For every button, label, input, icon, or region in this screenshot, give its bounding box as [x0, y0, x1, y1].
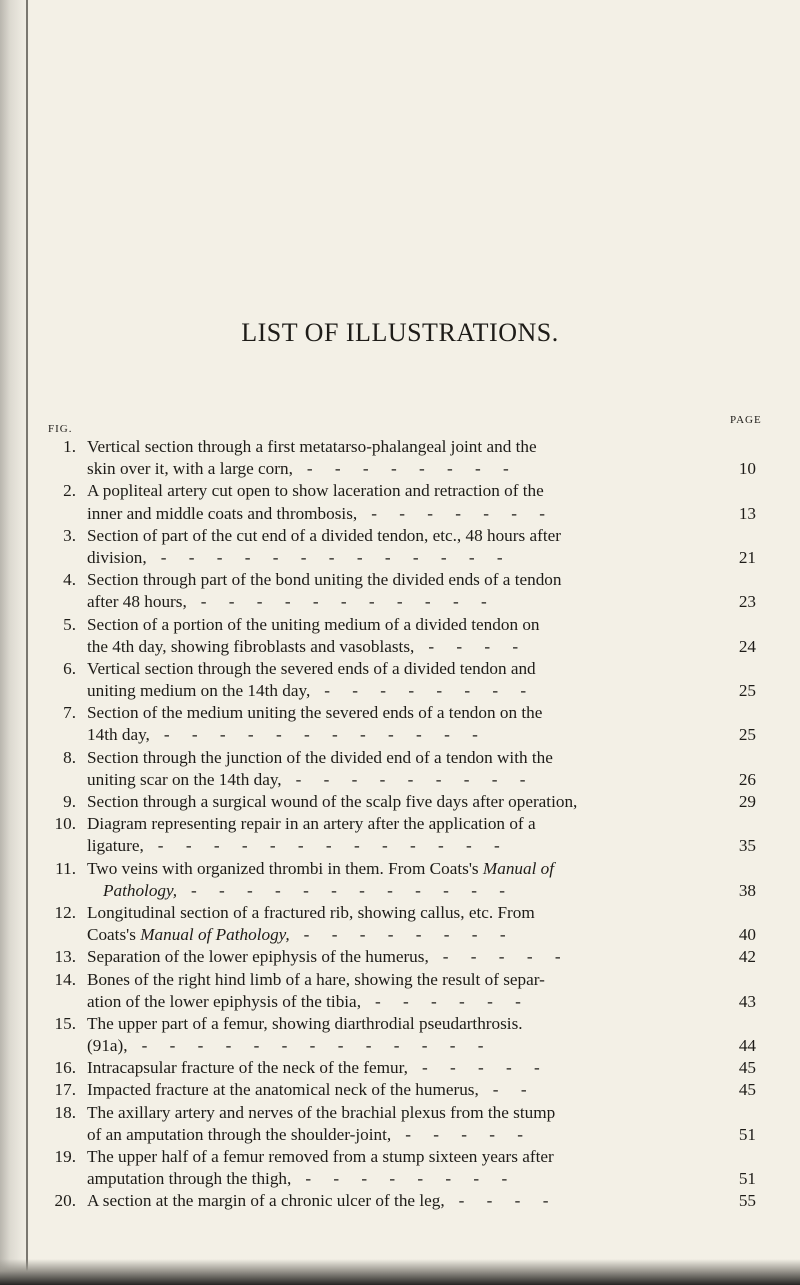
- figure-number: 5.: [63, 614, 76, 634]
- figure-caption-continued: [87, 835, 509, 857]
- list-item-line: [0, 791, 800, 813]
- list-item-line: [0, 946, 800, 968]
- figure-caption-continued: [87, 1124, 532, 1146]
- list-item-line: [0, 991, 800, 1013]
- illustrations-list: [0, 436, 800, 1213]
- caption-text: ation of the lower epiphysis of the tibia,: [87, 991, 361, 1011]
- figure-caption: [87, 525, 561, 547]
- page-number: 51: [738, 1169, 756, 1189]
- page-column-header: PAGE: [730, 414, 762, 426]
- caption-text: Section of the medium uniting the severed ends of a tendon on the: [87, 703, 543, 723]
- caption-text: skin over it, with a large corn,: [87, 459, 293, 479]
- list-item-line: [0, 969, 800, 991]
- list-item: [0, 1079, 800, 1101]
- caption-text: division,: [87, 547, 147, 567]
- page-number: 44: [738, 1036, 756, 1056]
- list-item-line: [0, 1168, 800, 1190]
- leader-dots: - - - - - - - - -: [295, 769, 535, 789]
- figure-number: 15.: [54, 1013, 76, 1033]
- leader-dots: - - - -: [428, 636, 528, 656]
- figure-caption: [87, 436, 537, 458]
- caption-text: Longitudinal section of a fractured rib, showing callus, etc. From: [87, 902, 535, 922]
- figure-caption-continued: [87, 636, 527, 658]
- figure-caption: [87, 1146, 554, 1168]
- list-item-line: [0, 769, 800, 791]
- list-item-line: [0, 480, 800, 502]
- list-item-line: [0, 1146, 800, 1168]
- figure-caption-continued: [87, 547, 512, 569]
- caption-text: Section through part of the bond uniting the divided ends of a tendon: [87, 570, 562, 590]
- list-item: [0, 858, 800, 902]
- list-item-line: [0, 1057, 800, 1079]
- caption-text: after 48 hours,: [87, 592, 187, 612]
- page-number: 55: [738, 1191, 756, 1211]
- caption-text: Section through the junction of the divided end of a tendon with the: [87, 747, 553, 767]
- leader-dots: - - - - - - - - - - - - -: [157, 836, 509, 856]
- caption-text: Section of a portion of the uniting medium of a divided tendon on: [87, 614, 540, 634]
- caption-text: The upper part of a femur, showing diarthrodial pseudarthrosis.: [87, 1013, 523, 1033]
- caption-italic: Pathology,: [103, 880, 177, 900]
- figure-number: 12.: [54, 902, 76, 922]
- caption-text: Vertical section through a first metatarso-phalangeal joint and the: [87, 437, 537, 456]
- caption-text: Bones of the right hind limb of a hare, showing the result of separ-: [87, 969, 545, 989]
- leader-dots: - - - - - - - - - - - - -: [141, 1036, 493, 1056]
- caption-text: ligature,: [87, 836, 144, 856]
- figure-number: 4.: [63, 570, 76, 590]
- figure-caption: [87, 747, 553, 769]
- caption-text: amputation through the thigh,: [87, 1169, 292, 1189]
- list-item-line: [0, 1035, 800, 1057]
- leader-dots: - - - -: [458, 1191, 558, 1211]
- figure-number: 1.: [63, 437, 76, 456]
- list-item-line: [0, 747, 800, 769]
- caption-text: The axillary artery and nerves of the brachial plexus from the stump: [87, 1102, 556, 1122]
- list-item-line: [0, 880, 800, 902]
- list-item-line: [0, 658, 800, 680]
- leader-dots: - - - - - - - -: [324, 681, 536, 701]
- list-item-line: [0, 458, 800, 480]
- list-item: [0, 436, 800, 480]
- leader-dots: - - - - - - - - - - - - -: [160, 547, 512, 567]
- caption-text: of an amputation through the shoulder-joint,: [87, 1124, 392, 1144]
- figure-caption-continued: [87, 503, 554, 525]
- list-item-line: [0, 924, 800, 946]
- list-item-line: [0, 702, 800, 724]
- caption-text: Coats's: [87, 925, 136, 945]
- list-item-line: [0, 436, 800, 458]
- page-bottom-edge: [0, 1259, 800, 1285]
- list-item-line: [0, 614, 800, 636]
- figure-caption: [87, 1102, 555, 1124]
- caption-text: Section through a surgical wound of the scalp five days after operation,: [87, 792, 578, 811]
- caption-text: Vertical section through the severed ends of a divided tendon and: [87, 658, 536, 678]
- figure-caption-continued: [87, 991, 530, 1013]
- page-number: 45: [738, 1058, 756, 1078]
- list-item-line: [0, 525, 800, 547]
- list-item: [0, 569, 800, 613]
- figure-number: 10.: [54, 814, 76, 834]
- page-number: 38: [738, 880, 756, 900]
- figure-number: 20.: [54, 1191, 76, 1211]
- figure-number: 7.: [63, 703, 76, 723]
- figure-caption: [87, 791, 577, 813]
- caption-text: uniting medium on the 14th day,: [87, 681, 311, 701]
- list-item: [0, 1190, 800, 1212]
- figure-caption: [87, 946, 570, 968]
- figure-number: 16.: [54, 1058, 76, 1078]
- figure-caption-continued: [87, 458, 518, 480]
- figure-caption-continued: [87, 1168, 516, 1190]
- list-item-line: [0, 813, 800, 835]
- leader-dots: - - - - - - - -: [306, 459, 518, 479]
- figure-caption: [87, 969, 545, 991]
- list-item-line: [0, 1079, 800, 1101]
- caption-italic: Manual of: [478, 858, 555, 878]
- list-item-line: [0, 680, 800, 702]
- caption-text: Diagram representing repair in an artery after the application of a: [87, 814, 536, 834]
- figure-caption-continued: [87, 591, 496, 613]
- leader-dots: - - - - - - - -: [305, 1169, 517, 1189]
- page-title: LIST OF ILLUSTRATIONS.: [241, 318, 559, 347]
- leader-dots: - - - - - - - - - - - -: [163, 725, 487, 745]
- list-item: [0, 1057, 800, 1079]
- figure-number: 2.: [63, 481, 76, 501]
- figure-caption: [87, 858, 554, 880]
- figure-caption: [87, 1190, 557, 1212]
- list-item-line: [0, 569, 800, 591]
- list-item: [0, 702, 800, 746]
- figure-number: 14.: [54, 969, 76, 989]
- list-item-line: [0, 724, 800, 746]
- leader-dots: - - - - - - - - - - -: [200, 592, 496, 612]
- leader-dots: - -: [492, 1080, 536, 1100]
- leader-dots: - - - - -: [442, 947, 570, 967]
- list-item-line: [0, 591, 800, 613]
- list-item-line: [0, 858, 800, 880]
- list-item-line: [0, 1102, 800, 1124]
- list-item-line: [0, 547, 800, 569]
- caption-italic: Manual of Pathology,: [135, 925, 290, 945]
- list-item-line: [0, 835, 800, 857]
- caption-text: The upper half of a femur removed from a stump sixteen years after: [87, 1147, 554, 1166]
- page-number: 45: [738, 1080, 756, 1100]
- figure-number: 19.: [54, 1147, 76, 1166]
- figure-caption: [87, 480, 544, 502]
- page-number: 21: [738, 547, 756, 567]
- page-number: 26: [738, 769, 756, 789]
- list-item: [0, 813, 800, 857]
- caption-text: (91a),: [87, 1036, 128, 1056]
- page-number: 42: [738, 947, 756, 967]
- caption-text: uniting scar on the 14th day,: [87, 769, 282, 789]
- figure-caption-continued: [87, 724, 487, 746]
- list-item-line: [0, 1124, 800, 1146]
- caption-text: the 4th day, showing fibroblasts and vasoblasts,: [87, 636, 415, 656]
- figure-caption: [87, 569, 561, 591]
- figure-caption-continued: [87, 924, 515, 946]
- caption-text: Intracapsular fracture of the neck of the femur,: [87, 1058, 408, 1078]
- leader-dots: - - - - - - -: [371, 503, 555, 523]
- list-item-line: [0, 636, 800, 658]
- list-item: [0, 1102, 800, 1146]
- figure-caption-continued: [87, 769, 534, 791]
- leader-dots: - - - - - - - -: [303, 925, 515, 945]
- caption-text: A popliteal artery cut open to show laceration and retraction of the: [87, 481, 544, 501]
- figure-caption-continued: [87, 680, 535, 702]
- figure-number: 18.: [54, 1102, 76, 1122]
- page-number: 25: [738, 681, 756, 701]
- caption-text: inner and middle coats and thrombosis,: [87, 503, 358, 523]
- page-number: 13: [738, 503, 756, 523]
- list-item-line: [0, 1013, 800, 1035]
- leader-dots: - - - - -: [421, 1058, 549, 1078]
- list-item: [0, 969, 800, 1013]
- figure-number: 3.: [63, 525, 76, 545]
- list-item: [0, 902, 800, 946]
- caption-text: Section of part of the cut end of a divided tendon, etc., 48 hours after: [87, 525, 561, 545]
- list-item-line: [0, 902, 800, 924]
- list-item: [0, 747, 800, 791]
- list-item: [0, 614, 800, 658]
- figure-number: 8.: [63, 747, 76, 767]
- list-item-line: [0, 1190, 800, 1212]
- caption-text: Two veins with organized thrombi in them. From Coats's: [87, 858, 479, 878]
- page-number: 23: [738, 592, 756, 612]
- figure-number: 9.: [63, 792, 76, 811]
- page-number: 51: [738, 1124, 756, 1144]
- figure-caption: [87, 658, 536, 680]
- list-item: [0, 480, 800, 524]
- figure-number: 13.: [54, 947, 76, 967]
- page-number: 40: [738, 925, 756, 945]
- list-item: [0, 791, 800, 813]
- list-item: [0, 946, 800, 968]
- figure-number: 6.: [63, 658, 76, 678]
- figure-caption: [87, 614, 540, 636]
- caption-text: Impacted fracture at the anatomical neck of the humerus,: [87, 1080, 479, 1100]
- list-item: [0, 658, 800, 702]
- page-number: 10: [738, 459, 756, 479]
- figure-number: 11.: [55, 858, 76, 878]
- leader-dots: - - - - - -: [375, 991, 530, 1011]
- fig-column-header: FIG.: [48, 423, 73, 435]
- page-number: 29: [738, 792, 756, 811]
- list-item: [0, 1013, 800, 1057]
- figure-caption: [87, 1079, 536, 1101]
- caption-text: A section at the margin of a chronic ulcer of the leg,: [87, 1191, 445, 1211]
- page-number: 24: [738, 636, 756, 656]
- page-number: 25: [738, 725, 756, 745]
- figure-caption-continued: [103, 880, 514, 902]
- figure-caption-continued: [87, 1035, 493, 1057]
- figure-caption: [87, 1013, 523, 1035]
- figure-caption: [87, 1057, 549, 1079]
- page-number: 43: [738, 991, 756, 1011]
- figure-caption: [87, 702, 542, 724]
- figure-caption: [87, 902, 535, 924]
- list-item-line: [0, 503, 800, 525]
- figure-caption: [87, 813, 536, 835]
- list-item: [0, 525, 800, 569]
- leader-dots: - - - - -: [405, 1124, 533, 1144]
- leader-dots: - - - - - - - - - - - -: [191, 880, 514, 900]
- list-item: [0, 1146, 800, 1190]
- caption-text: Separation of the lower epiphysis of the humerus,: [87, 947, 429, 967]
- figure-number: 17.: [54, 1080, 76, 1100]
- page-number: 35: [738, 836, 756, 856]
- caption-text: 14th day,: [87, 725, 150, 745]
